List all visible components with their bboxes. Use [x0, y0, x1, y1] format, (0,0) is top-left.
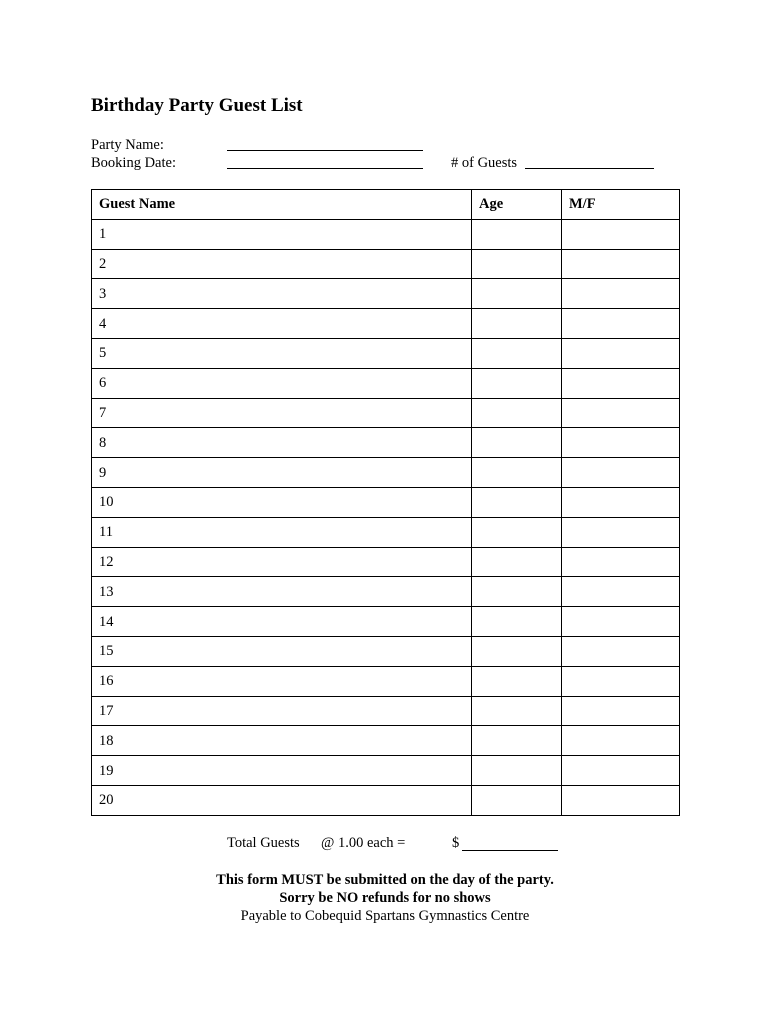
age-cell[interactable]: [472, 249, 562, 279]
guest-name-cell[interactable]: 14: [92, 607, 472, 637]
table-row: [92, 338, 680, 368]
table-row: [92, 309, 680, 339]
guest-name-cell[interactable]: 9: [92, 458, 472, 488]
total-guests-label: Total Guests: [227, 835, 300, 851]
guest-name-cell[interactable]: 1: [92, 219, 472, 249]
age-header: Age: [472, 190, 562, 220]
table-row: [92, 487, 680, 517]
age-cell[interactable]: [472, 636, 562, 666]
guest-name-cell[interactable]: 17: [92, 696, 472, 726]
guest-name-cell[interactable]: 16: [92, 666, 472, 696]
table-row: [92, 696, 680, 726]
table-row: [92, 756, 680, 786]
guest-name-cell[interactable]: 10: [92, 487, 472, 517]
sex-cell[interactable]: [562, 726, 680, 756]
guest-name-cell[interactable]: 15: [92, 636, 472, 666]
page-title: Birthday Party Guest List: [91, 95, 303, 116]
sex-cell[interactable]: [562, 547, 680, 577]
age-cell[interactable]: [472, 279, 562, 309]
age-cell[interactable]: [472, 428, 562, 458]
age-cell[interactable]: [472, 547, 562, 577]
guest-table: [91, 189, 680, 816]
payable-notice: Payable to Cobequid Spartans Gymnastics Centre: [240, 908, 530, 924]
table-row: [92, 279, 680, 309]
sex-cell[interactable]: [562, 666, 680, 696]
guest-name-cell[interactable]: 12: [92, 547, 472, 577]
sex-cell[interactable]: [562, 756, 680, 786]
refund-notice: Sorry be NO refunds for no shows: [279, 890, 491, 906]
table-row: [92, 458, 680, 488]
table-row: [92, 219, 680, 249]
sex-cell[interactable]: [562, 607, 680, 637]
table-row: [92, 785, 680, 815]
party-name-field[interactable]: [227, 150, 423, 151]
age-cell[interactable]: [472, 368, 562, 398]
table-header-row: [92, 190, 680, 220]
age-cell[interactable]: [472, 607, 562, 637]
age-cell[interactable]: [472, 577, 562, 607]
party-name-label: Party Name:: [91, 137, 164, 153]
guest-name-cell[interactable]: 20: [92, 785, 472, 815]
sex-cell[interactable]: [562, 338, 680, 368]
age-cell[interactable]: [472, 726, 562, 756]
age-cell[interactable]: [472, 785, 562, 815]
guest-name-cell[interactable]: 5: [92, 338, 472, 368]
booking-date-field[interactable]: [227, 168, 423, 169]
table-row: [92, 517, 680, 547]
age-cell[interactable]: [472, 219, 562, 249]
guest-name-cell[interactable]: 13: [92, 577, 472, 607]
table-row: [92, 249, 680, 279]
age-cell[interactable]: [472, 398, 562, 428]
guests-count-field[interactable]: [525, 168, 654, 169]
guest-name-cell[interactable]: 7: [92, 398, 472, 428]
sex-cell[interactable]: [562, 219, 680, 249]
guest-name-cell[interactable]: 11: [92, 517, 472, 547]
guest-name-cell[interactable]: 3: [92, 279, 472, 309]
table-row: [92, 398, 680, 428]
booking-date-label: Booking Date:: [91, 155, 176, 171]
table-row: [92, 636, 680, 666]
age-cell[interactable]: [472, 458, 562, 488]
table-row: [92, 368, 680, 398]
rate-label: @ 1.00 each =: [321, 835, 406, 851]
sex-cell[interactable]: [562, 696, 680, 726]
guest-name-cell[interactable]: 8: [92, 428, 472, 458]
age-cell[interactable]: [472, 487, 562, 517]
sex-cell[interactable]: [562, 785, 680, 815]
age-cell[interactable]: [472, 309, 562, 339]
submission-notice: This form MUST be submitted on the day of the party.: [216, 872, 554, 888]
sex-cell[interactable]: [562, 368, 680, 398]
table-row: [92, 428, 680, 458]
table-row: [92, 547, 680, 577]
guests-count-label: # of Guests: [451, 155, 518, 171]
sex-cell[interactable]: [562, 517, 680, 547]
guest-name-cell[interactable]: 2: [92, 249, 472, 279]
age-cell[interactable]: [472, 696, 562, 726]
sex-header: M/F: [562, 190, 680, 220]
sex-cell[interactable]: [562, 636, 680, 666]
age-cell[interactable]: [472, 666, 562, 696]
table-row: [92, 666, 680, 696]
sex-cell[interactable]: [562, 428, 680, 458]
age-cell[interactable]: [472, 517, 562, 547]
guest-name-cell[interactable]: 6: [92, 368, 472, 398]
table-row: [92, 577, 680, 607]
guest-name-header: Guest Name: [92, 190, 472, 220]
sex-cell[interactable]: [562, 458, 680, 488]
sex-cell[interactable]: [562, 309, 680, 339]
guest-name-cell[interactable]: 4: [92, 309, 472, 339]
sex-cell[interactable]: [562, 577, 680, 607]
table-row: [92, 607, 680, 637]
table-row: [92, 726, 680, 756]
sex-cell[interactable]: [562, 487, 680, 517]
currency-symbol: $: [452, 835, 460, 851]
guest-name-cell[interactable]: 19: [92, 756, 472, 786]
age-cell[interactable]: [472, 756, 562, 786]
total-amount-field[interactable]: [462, 850, 558, 851]
age-cell[interactable]: [472, 338, 562, 368]
sex-cell[interactable]: [562, 279, 680, 309]
sex-cell[interactable]: [562, 249, 680, 279]
sex-cell[interactable]: [562, 398, 680, 428]
guest-name-cell[interactable]: 18: [92, 726, 472, 756]
